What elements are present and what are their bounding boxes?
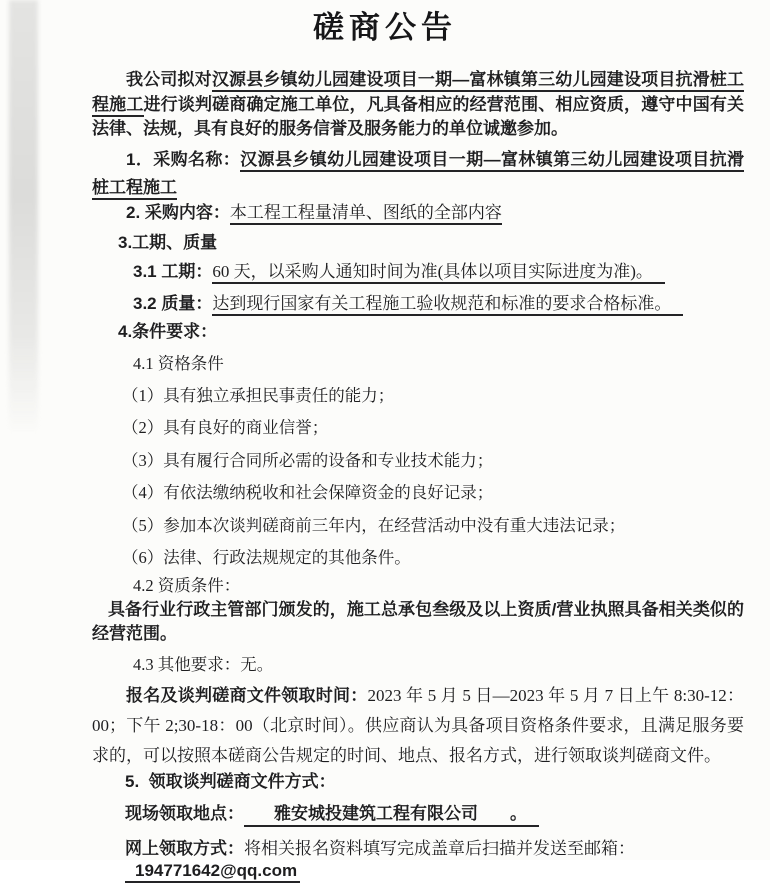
online-pickup-label: 网上领取方式： [125,839,244,858]
pickup-email: 194771642@qq.com [125,861,300,883]
duration-row [133,261,744,283]
quality-row [133,293,744,315]
section-4-heading: 4.条件要求： [118,321,218,341]
qualification-item: （2）具有良好的商业信誉； [122,418,329,437]
quality-label: 3.2 质量： [133,293,213,313]
procurement-content-value: 本工程工程量清单、图纸的全部内容 [230,203,502,225]
procurement-content-row [92,202,744,223]
procurement-name-label: 1．采购名称： [126,149,241,169]
duration-value: 60 天，以采购人通知时间为准(具体以项目实际进度为准)。 [212,262,665,284]
online-pickup-row [125,838,744,882]
intro-project-name-underlined: 汉源县乡镇幼儿园建设项目一期—富林镇第三幼儿园建设项目抗滑桩工程施工 [92,70,744,117]
procurement-name-row [92,146,744,202]
duration-label: 3.1 工期： [133,261,213,281]
qualification-item: （4）有依法缴纳税收和社会保障资金的良好记录； [122,483,494,502]
credential-paragraph: 具备行业行政主管部门颁发的，施工总承包叁级及以上资质/营业执照具备相关类似的经营范围。 [92,600,744,643]
section-3-heading: 3.工期、质量 [118,232,218,252]
qualification-item: （5）参加本次谈判磋商前三年内，在经营活动中没有重大违法记录； [122,515,626,535]
intro-lead: 我公司拟对 [126,70,212,89]
procurement-content-label: 2. 采购内容： [126,202,230,222]
qualification-heading: 4.1 资格条件 [133,353,224,373]
qualification-item: （3）具有履行合同所必需的设备和专业技术能力； [122,450,494,470]
qualification-item: （1）具有独立承担民事责任的能力； [122,385,395,405]
onsite-pickup-row [125,802,744,826]
registration-paragraph [92,681,744,771]
onsite-pickup-label: 现场领取地点： [125,804,244,823]
quality-value: 达到现行国家有关工程施工验收规范和标准的要求合格标准。 [212,294,683,316]
onsite-location-blank [244,804,539,827]
onsite-location-suffix: 。 [510,804,527,823]
procurement-name-value: 汉源县乡镇幼儿园建设项目一期—富林镇第三幼儿园建设项目抗滑桩工程施工 [92,150,744,200]
registration-label: 报名及谈判磋商文件领取时间： [126,686,368,705]
intro-rest: 进行谈判磋商确定施工单位，凡具备相应的经营范围、相应资质，遵守中国有关法律、法规，具有良好的服务信誉及服务能力的单位诚邀参加。 [92,94,745,138]
credential-heading: 4.2 资质条件： [133,576,241,595]
online-pickup-text: 将相关报名资料填写完成盖章后扫描并发送至邮箱： [244,839,635,858]
other-requirement-row: 4.3 其他要求：无。 [133,655,274,674]
registration-text: 2023 年 5 月 5 日—2023 年 5 月 7 日上午 8:30-12：00；下午 2;30-18：00（北京时间）。供应商认为具备项目资格条件要求，且满足服务要求的，可以按照本磋商公告规定的时间、地点、报名方式，进行领取谈判磋商文件。 [92,686,745,765]
qualification-item: （6）法律、行政法规规定的其他条件。 [122,548,411,567]
section-5-heading: 5. 领取谈判磋商文件方式： [125,772,336,791]
page-title: 磋商公告 [313,10,457,45]
intro-paragraph [92,68,744,142]
onsite-location-value: 雅安城投建筑工程有限公司 [274,804,478,823]
